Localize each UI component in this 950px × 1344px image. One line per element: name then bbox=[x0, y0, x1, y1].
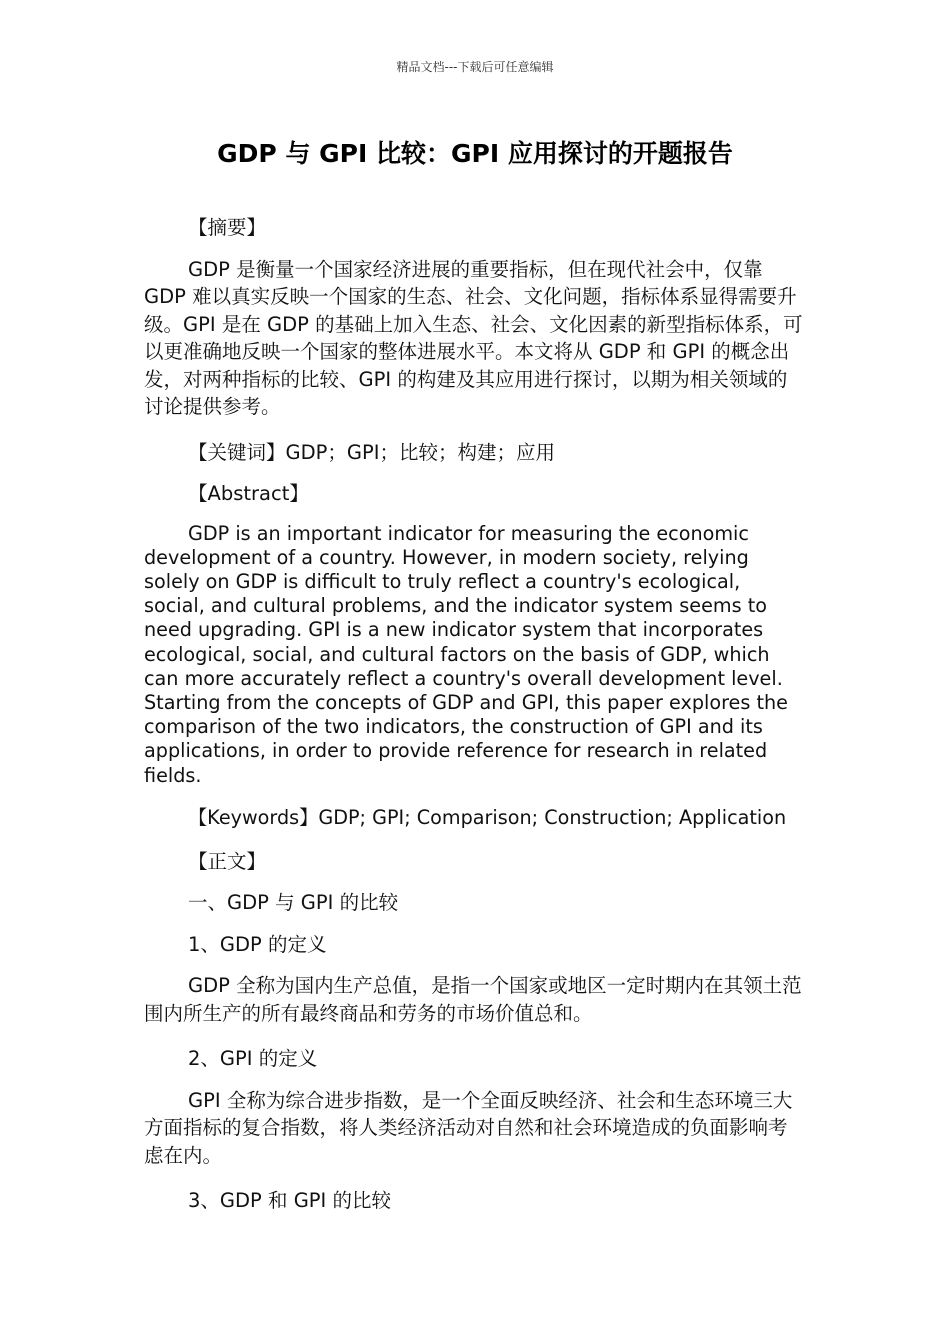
abstract-cn-heading: 【摘要】 bbox=[188, 216, 267, 239]
document-title: GDP 与 GPI 比较：GPI 应用探讨的开题报告 bbox=[217, 139, 733, 168]
abstract-en-heading: 【Abstract】 bbox=[188, 482, 309, 505]
document-body bbox=[144, 214, 806, 1229]
sub1-body: GDP 全称为国内生产总值，是指一个国家或地区一定时期内在其领土范围内所生产的所有最终商品和劳务的市场价值总和。 bbox=[144, 974, 802, 1025]
section1-heading: 一、GDP 与 GPI 的比较 bbox=[188, 891, 399, 915]
keywords-cn: 【关键词】GDP；GPI；比较；构建；应用 bbox=[188, 440, 556, 464]
abstract-en-body: GDP is an important indicator for measuring the economic development of a country. However, in modern society, relying solely on GDP is difficult to truly reflect a country's ecological, social, and cultural problems, and the indicator system seems to need upgrading. GPI is a new indicator system that incorporates ecological, social, and cultural factors on the basis of GDP, which can more accurately reflect a country's overall development level. Starting from the concepts of GDP and GPI, this paper explores the comparison of the two indicators, the construction of GPI and its applications, in order to provide reference for research in related fields. bbox=[144, 521, 788, 787]
abstract-cn-body: GDP 是衡量一个国家经济进展的重要指标，但在现代社会中，仅靠 GDP 难以真实反映一个国家的生态、社会、文化问题，指标体系显得需要升级。GPI 是在 GDP 的基础上加入生态、社会、文化因素的新型指标体系，可以更准确地反映一个国家的整体进展水平。本文将从 GDP 和 GPI 的概念出发，对两种指标的比较、GPI 的构建及其应用进行探讨，以期为相关领域的讨论提供参考。 bbox=[144, 257, 803, 418]
sub2-body: GPI 全称为综合进步指数，是一个全面反映经济、社会和生态环境三大方面指标的复合指数，将人类经济活动对自然和社会环境造成的负面影响考虑在内。 bbox=[144, 1088, 793, 1167]
sub2-heading: 2、GPI 的定义 bbox=[188, 1047, 318, 1071]
sub1-heading: 1、GDP 的定义 bbox=[188, 932, 327, 956]
sub3-heading: 3、GDP 和 GPI 的比较 bbox=[188, 1189, 392, 1213]
body-heading: 【正文】 bbox=[188, 849, 267, 873]
header-note: 精品文档---下载后可任意编辑 bbox=[396, 60, 554, 74]
keywords-en: 【Keywords】GDP; GPI; Comparison; Construction; Application bbox=[188, 805, 787, 829]
